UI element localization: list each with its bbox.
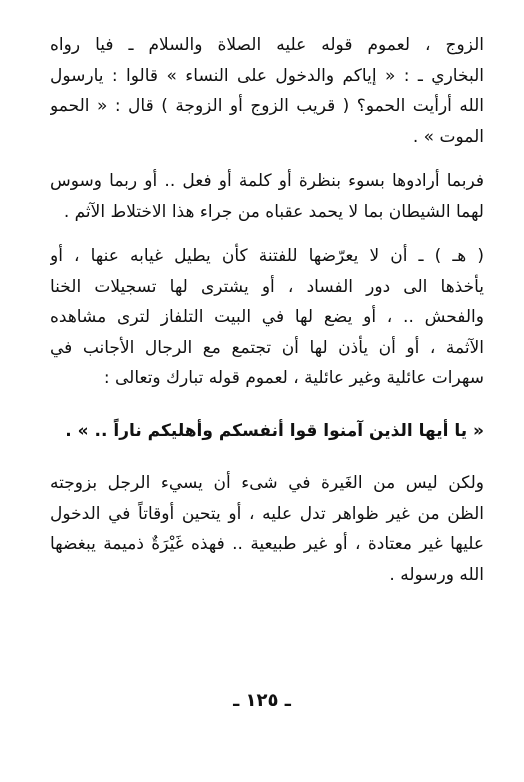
- text-line: الآثمة ، أو أن يأذن لها أن تجتمع مع الرجال الأجانب في: [50, 337, 484, 358]
- text-line: يأخذها الى دور الفساد ، أو يشترى لها تسجيلات الخنا: [50, 276, 484, 297]
- page-body: [50, 30, 484, 590]
- text-line: ( هـ ) ـ أن لا يعرّضها للفتنة كأن يطيل غيابه عنها ، أو: [50, 246, 484, 266]
- text-line: والفحش .. ، أو يضع لها في البيت التلفاز لترى مشاهده: [50, 307, 484, 327]
- page-number: ـ ١٢٥ ـ: [233, 690, 291, 711]
- paragraph-5: [50, 468, 484, 590]
- text-line: الله أرأيت الحمو؟ ( قريب الزوج أو الزوجة ) قال : « الحمو: [50, 96, 484, 116]
- text-line: عليها غير معتادة ، أو غير طبيعية .. فهذه غَيْرَةٌ ذميمة يبغضها: [50, 534, 484, 554]
- text-line: الله ورسوله .: [389, 564, 484, 585]
- paragraph-2: [50, 166, 484, 227]
- quran-verse: [50, 416, 484, 447]
- text-line: سهرات عائلية وغير عائلية ، لعموم قوله تبارك وتعالى :: [103, 368, 484, 388]
- paragraph-3: [50, 241, 484, 394]
- text-line: البخاري ـ : « إياكم والدخول على النساء » قالوا : يارسول: [50, 65, 484, 86]
- text-line: الظن من غير ظواهر تدل عليه ، أو يتحين أوقاتاً في الدخول: [50, 503, 484, 524]
- text-line: فربما أرادوها بسوء بنظرة أو كلمة أو فعل .. أو ربما وسوس: [50, 171, 484, 191]
- text-line: الموت » .: [412, 126, 484, 147]
- text-line: لهما الشيطان بما لا يحمد عقباه من جراء هذا الاختلاط الآثم .: [63, 201, 484, 222]
- text-line: ولكن ليس من الغَيرة في شىء أن يسيء الرجل بزوجته: [50, 473, 484, 493]
- paragraph-1: [50, 30, 484, 152]
- verse-line: « يا أيها الذين آمنوا قوا أنفسكم وأهليكم ناراً .. » .: [65, 420, 484, 441]
- text-line: الزوج ، لعموم قوله عليه الصلاة والسلام ـ فيا رواه: [50, 35, 484, 55]
